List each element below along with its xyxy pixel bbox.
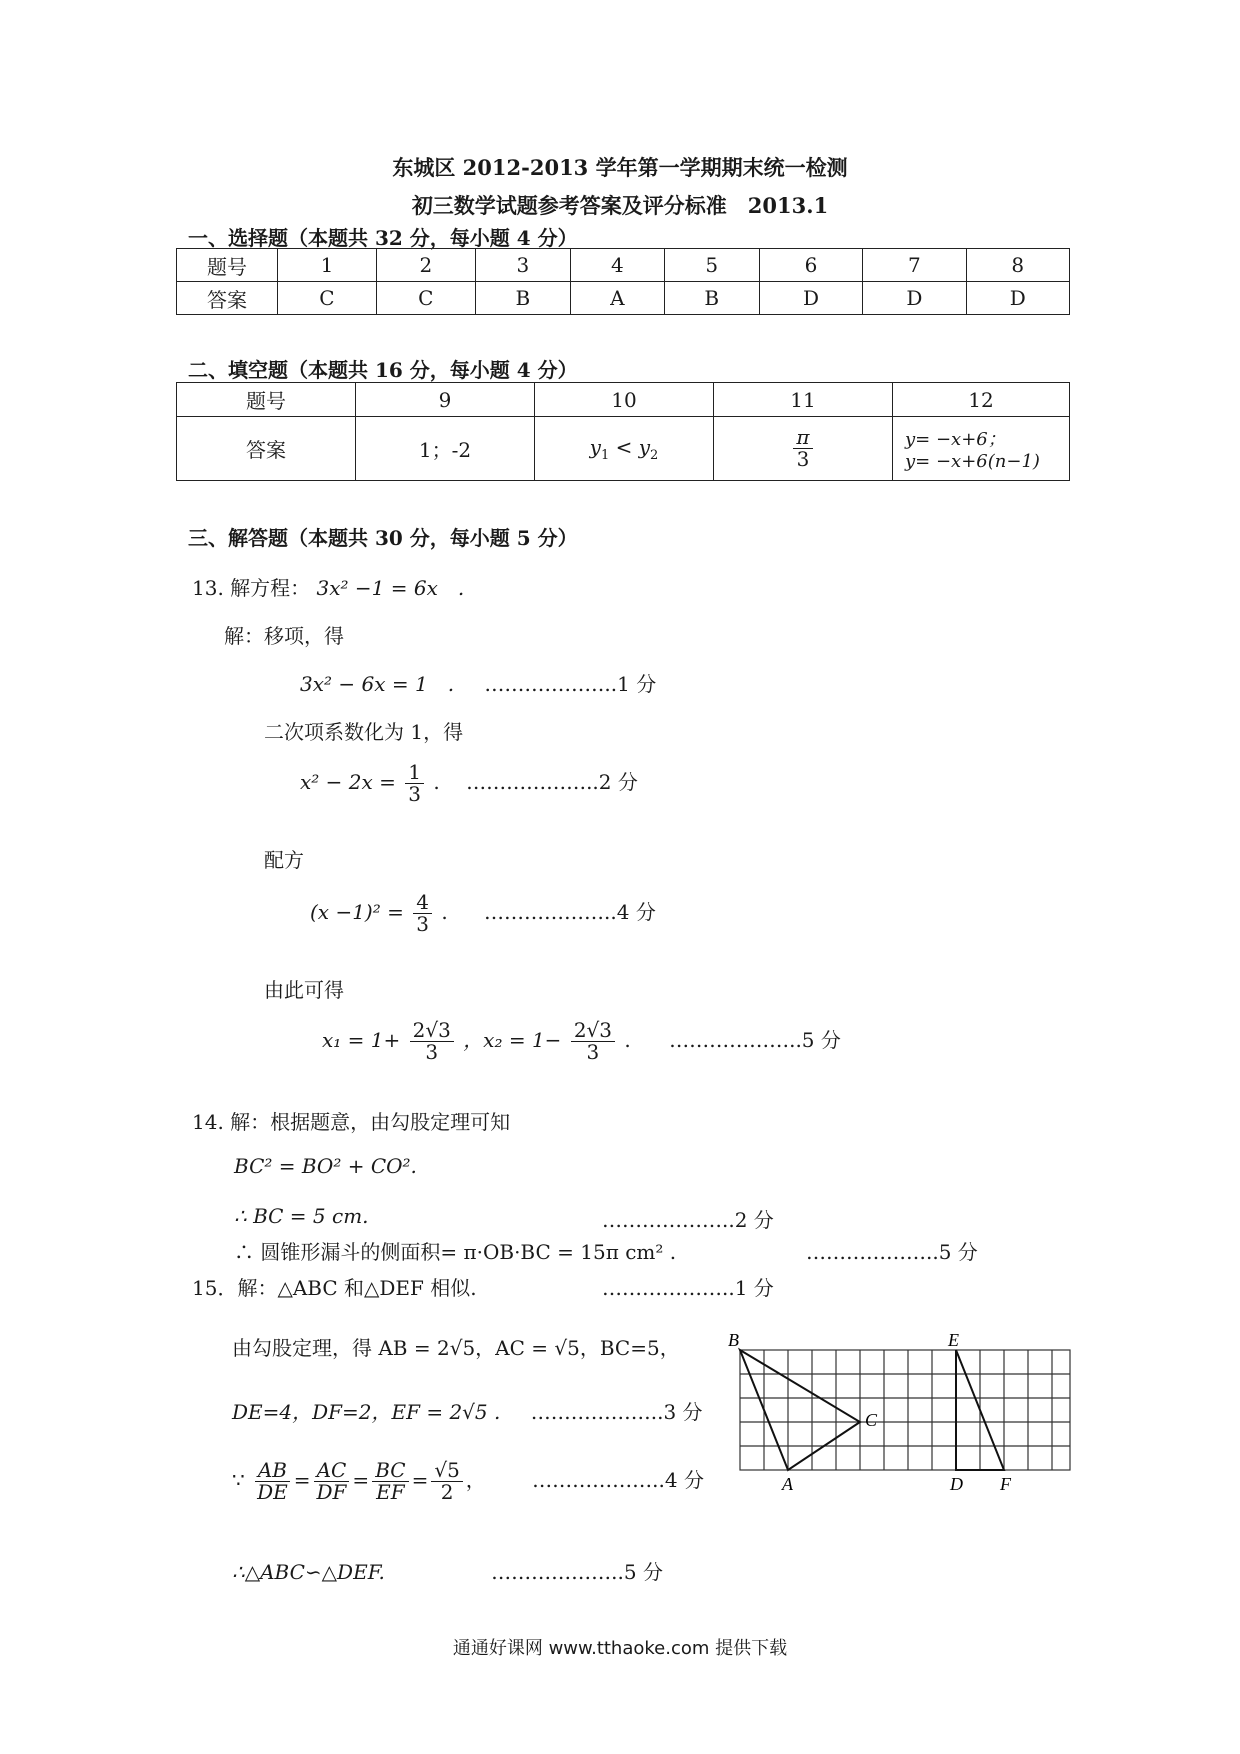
math-op: < (615, 434, 633, 459)
fraction-denominator: 3 (416, 912, 429, 936)
score-marker: ………………..4 分 (532, 1468, 704, 1492)
q13-step3: (x −1)² = $\frac{4}{3}$ . ………………..4 分 (310, 890, 656, 936)
q13-step1 (300, 668, 656, 697)
q13-label: 13. 解方程： (192, 576, 311, 600)
score-marker: ………………..3 分 (530, 1400, 703, 1424)
label-f: F (1000, 1474, 1011, 1494)
document-subtitle: 初三数学试题参考答案及评分标准 2013.1 (411, 193, 829, 218)
math-subscript: 2 (650, 447, 659, 463)
table-row (177, 383, 1070, 417)
answer-cell: D (966, 282, 1069, 315)
fill-in-table (176, 382, 1070, 481)
fraction-denominator: 3 (586, 1040, 600, 1064)
fraction-numerator: BC (372, 1460, 408, 1482)
fraction-numerator: 2√3 (571, 1020, 615, 1042)
section1-heading: 一、选择题（本题共 32 分，每小题 4 分） (188, 226, 578, 250)
fraction (571, 1020, 615, 1063)
math-expression: DE=4，DF=2，EF = 2√5 . (232, 1400, 501, 1424)
score-marker: ………………..2 分 (602, 1208, 774, 1232)
math-expression: (x −1)² = (310, 900, 404, 924)
table-row (177, 249, 1070, 282)
fraction-numerator: 1 (405, 762, 424, 784)
q13-step4: x₁ = 1+ $\frac{2√3}{3}$ ，x₂ = 1− $\frac{2√3}{3}$ . ………………..5 分 (322, 1018, 841, 1064)
fraction (431, 1460, 462, 1503)
answer-cell: C (376, 282, 475, 315)
fraction-numerator: π (793, 427, 812, 449)
score-marker: ………………..5 分 (669, 1028, 841, 1052)
row-label: 答案 (177, 282, 278, 315)
math-subscript: 1 (600, 447, 610, 463)
score-marker: ………………..5 分 (491, 1560, 663, 1584)
label-d: D (950, 1474, 963, 1494)
math-var: y (589, 434, 601, 459)
fraction (372, 1460, 408, 1503)
because-symbol: ∵ (232, 1468, 245, 1492)
score-marker: ………………..1 分 (484, 672, 657, 696)
triangle-abc (740, 1350, 860, 1470)
q14-equation3: ∴ 圆锥形漏斗的侧面积= π·OB·BC = 15π cm² . (234, 1240, 677, 1264)
question-number: 12 (893, 383, 1070, 417)
fraction-denominator: 3 (425, 1040, 439, 1064)
fraction (413, 892, 432, 935)
answer-line: y= −x+6(n−1) (905, 451, 1040, 472)
score-marker: ………………..1 分 (602, 1276, 774, 1300)
q13-statement (192, 572, 464, 601)
fraction (314, 1460, 350, 1503)
answer-cell: B (475, 282, 570, 315)
math-var: y (638, 434, 651, 459)
section3-heading: 三、解答题（本题共 30 分，每小题 5 分） (188, 526, 578, 550)
answer-cell: B (664, 282, 759, 315)
fraction (405, 762, 424, 805)
q15-line3 (232, 1396, 703, 1425)
fraction-numerator: √5 (431, 1460, 462, 1482)
q13-step4-intro: 由此可得 (264, 978, 344, 1002)
q13-step3-intro: 配方 (264, 848, 304, 872)
answer-cell (714, 417, 893, 481)
q13-step2-intro: 二次项系数化为 1，得 (264, 720, 464, 744)
fraction-numerator: AB (255, 1460, 290, 1482)
score-marker: ………………..2 分 (466, 770, 638, 794)
fraction-denominator: DF (316, 1480, 347, 1504)
score-marker: ………………..4 分 (484, 900, 656, 924)
label-e: E (948, 1330, 959, 1350)
q14-intro: 14. 解：根据题意，由勾股定理可知 (192, 1110, 511, 1134)
question-number: 4 (570, 249, 664, 282)
fraction-denominator: 3 (408, 782, 421, 806)
fraction (410, 1020, 454, 1063)
question-number: 7 (863, 249, 966, 282)
answer-line: y= −x+6； (905, 429, 1006, 450)
question-number: 9 (356, 383, 535, 417)
fraction-numerator: 2√3 (410, 1020, 454, 1042)
q15-line2: 由勾股定理，得 AB = 2√5，AC = √5，BC=5， (232, 1336, 680, 1360)
label-a: A (782, 1474, 793, 1494)
math-expression: ∴ BC = 5 cm. (234, 1204, 369, 1228)
footer-text: 通通好课网 www.tthaoke.com 提供下载 (452, 1638, 788, 1659)
answer-cell (893, 417, 1070, 481)
label-c: C (865, 1410, 878, 1430)
math-expression: ∴△ABC∽△DEF. (232, 1560, 385, 1584)
question-number: 10 (535, 383, 714, 417)
answer-cell: 1；-2 (356, 417, 535, 481)
answer-cell: D (759, 282, 862, 315)
math-expression: 3x² − 6x = 1 . (300, 672, 455, 696)
table-row (177, 282, 1070, 315)
fraction-numerator: 4 (413, 892, 432, 914)
q15-ratio: ∵ $\frac{AB}{DE}$ = $\frac{AC}{DF}$ = $\frac{BC}{EF}$ = $\frac{√5}{2}$ ， ………………..4 分 (232, 1458, 704, 1504)
section2-heading: 二、填空题（本题共 16 分，每小题 4 分） (188, 358, 578, 382)
q13-solution-intro: 解：移项，得 (224, 624, 344, 648)
question-number: 8 (966, 249, 1069, 282)
question-number: 6 (759, 249, 862, 282)
row-label: 答案 (177, 417, 356, 481)
row-label: 题号 (177, 383, 356, 417)
document-title: 东城区 2012-2013 学年第一学期期末统一检测 (392, 155, 848, 180)
fraction-denominator: EF (376, 1480, 405, 1504)
fraction (793, 427, 812, 470)
table-row (177, 417, 1070, 481)
math-expression: x₁ = 1+ (322, 1028, 401, 1052)
q13-equation: 3x² −1 = 6x . (316, 576, 465, 600)
answer-cell: A (570, 282, 664, 315)
score-marker: ………………..5 分 (806, 1240, 978, 1264)
answer-cell: D (863, 282, 966, 315)
question-number: 5 (664, 249, 759, 282)
question-number: 11 (714, 383, 893, 417)
q15-intro: 15．解：△ABC 和△DEF 相似. (192, 1276, 477, 1300)
multiple-choice-table (176, 248, 1070, 315)
fraction-numerator: AC (314, 1460, 350, 1482)
q14-equation2 (234, 1204, 369, 1228)
fraction (254, 1460, 291, 1503)
similar-triangles-figure (720, 1330, 1090, 1500)
q15-conclusion (232, 1556, 663, 1585)
fraction-denominator: 2 (440, 1480, 454, 1504)
grid (740, 1350, 1070, 1470)
label-b: B (728, 1330, 739, 1350)
fraction-denominator: 3 (796, 447, 810, 471)
q14-equation1: BC² = BO² + CO². (234, 1154, 417, 1178)
fraction-denominator: DE (257, 1480, 288, 1504)
math-expression: ，x₂ = 1− (463, 1028, 562, 1052)
row-label: 题号 (177, 249, 278, 282)
q13-step2: x² − 2x = $\frac{1}{3}$ . ………………..2 分 (300, 760, 638, 806)
question-number: 3 (475, 249, 570, 282)
answer-cell (535, 417, 714, 481)
grid-border (740, 1350, 1070, 1470)
question-number: 1 (278, 249, 377, 282)
question-number: 2 (376, 249, 475, 282)
answer-cell: C (278, 282, 377, 315)
math-expression: x² − 2x = (300, 770, 396, 794)
